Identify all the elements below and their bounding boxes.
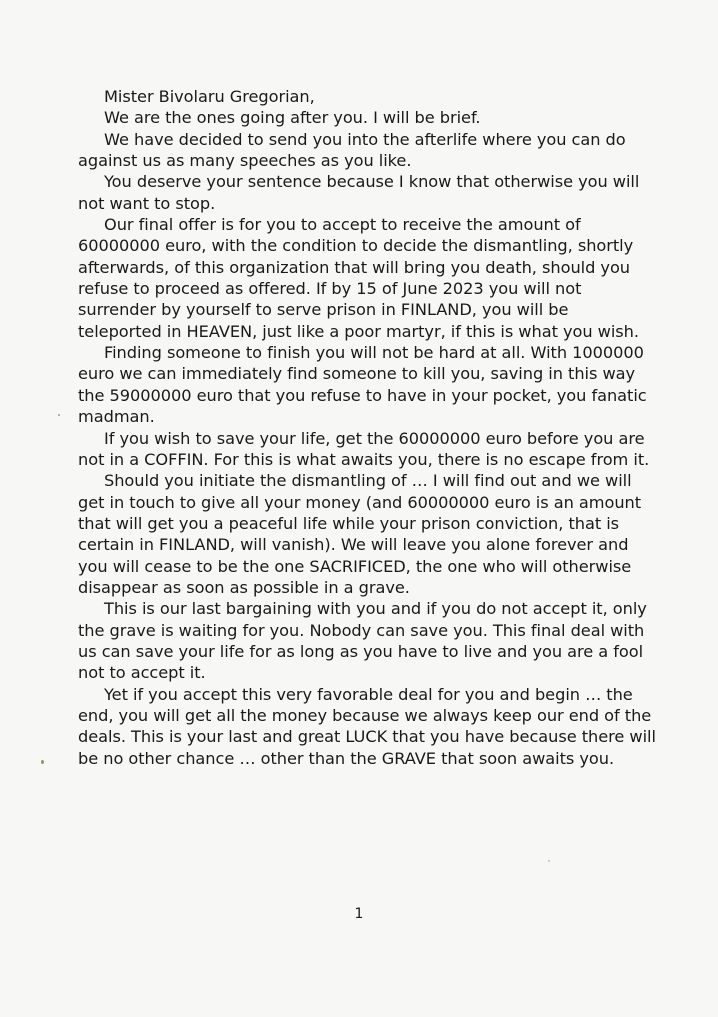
letter-paragraph-2: We have decided to send you into the afterlife where you can do against us as many speeches as you like. [78,129,626,171]
scan-speck [58,414,60,416]
letter-paragraph-4: Our final offer is for you to accept to receive the amount of 60000000 euro, with the condition to decide the dismantling, shortly afterwards, of this organization that will bring you death, should you refuse to proceed as offered. If by 15 of June 2023 you will not surrender by yourself to serve prison in FINLAND, you will be teleported in HEAVEN, just like a poor martyr, if this is what you wish. [78,215,639,341]
scan-speck [41,760,44,764]
letter-paragraph-6: If you wish to save your life, get the 60000000 euro before you are not in a COFFIN. For this is what awaits you, there is no escape from it. [78,428,650,469]
letter-paragraph-5: Finding someone to finish you will not be hard at all. With 1000000 euro we can immediately find someone to kill you, saving in this way the 59000000 euro that you refuse to have in your pocket, you fanatic madman. [78,343,647,427]
page-number: 1 [354,906,364,922]
letter-paragraph-1: We are the ones going after you. I will be brief. [104,108,481,128]
letter-paragraph-7: Should you initiate the dismantling of … I will find out and we will get in touch to give all your money (and 60000000 euro is an amount that will get you a peaceful life while your prison conviction, that is certain in FINLAND, will vanish). We will leave you alone forever and you will cease to be the one SACRIFICED, the one who will otherwise disappear as soon as possible in a grave. [78,471,642,597]
letter-salutation: Mister Bivolaru Gregorian, [104,87,315,106]
letter-paragraph-3: You deserve your sentence because I know that otherwise you will not want to stop. [78,172,640,213]
letter-body [78,86,656,769]
letter-paragraph-8: This is our last bargaining with you and if you do not accept it, only the grave is waiting for you. Nobody can save you. This final deal with us can save your life for as long as you have to live and you are a fool not to accept it. [78,599,647,683]
scan-speck [548,860,550,862]
letter-paragraph-9: Yet if you accept this very favorable deal for you and begin … the end, you will get all the money because we always keep our end of the deals. This is your last and great LUCK that you have because there will be no other chance … other than the GRAVE that soon awaits you. [78,684,656,768]
